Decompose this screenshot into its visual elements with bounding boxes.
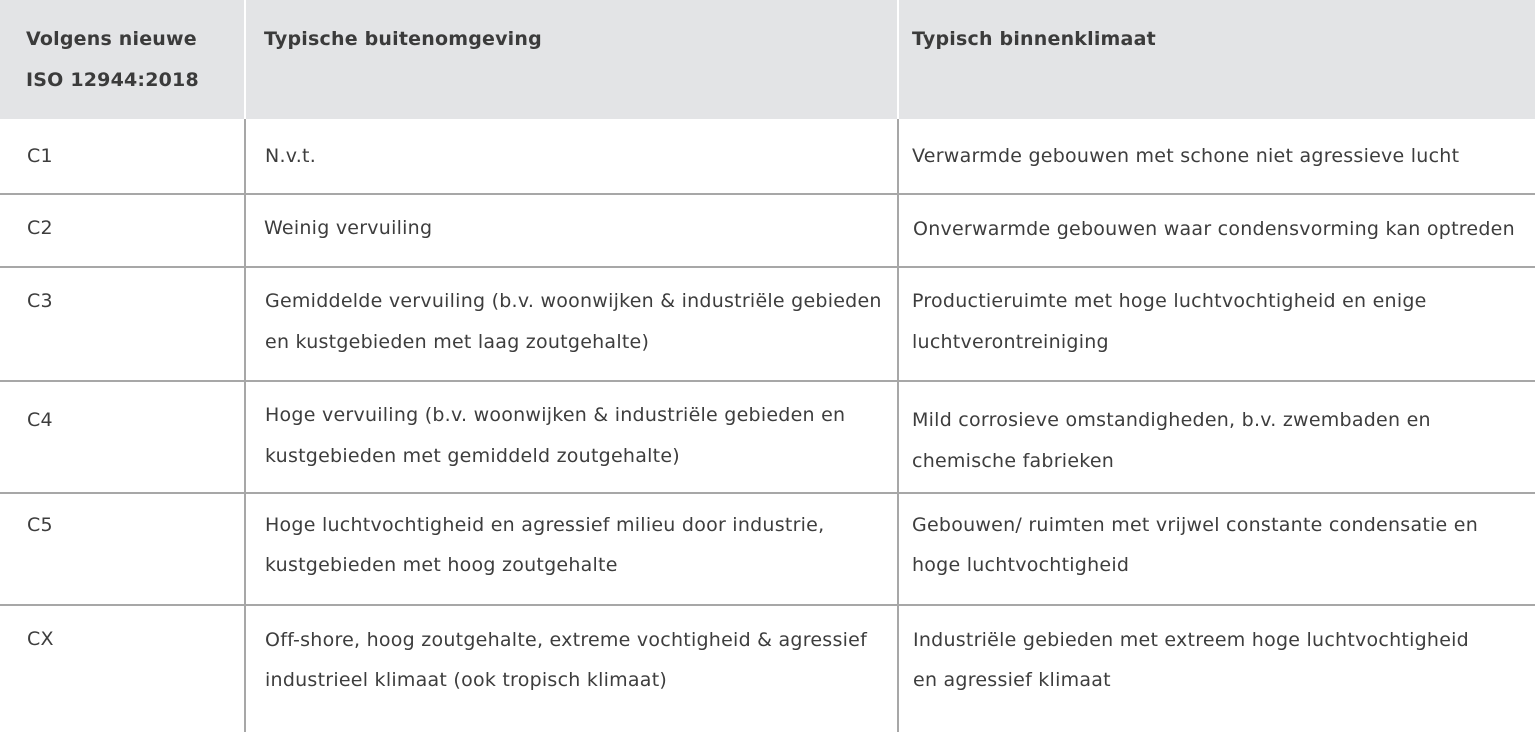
outdoor-cell-line: N.v.t. xyxy=(265,145,317,167)
outdoor-cell-line: en kustgebieden met laag zoutgehalte) xyxy=(265,331,650,353)
header-iso-line-1: Volgens nieuwe xyxy=(26,28,197,50)
outdoor-cell-line: Off-shore, hoog zoutgehalte, extreme vochtigheid & agressief xyxy=(265,629,868,651)
indoor-cell-line: Gebouwen/ ruimten met vrijwel constante condensatie en xyxy=(912,514,1479,536)
column-divider xyxy=(897,119,899,732)
indoor-cell-line: Mild corrosieve omstandigheden, b.v. zwembaden en xyxy=(912,409,1431,431)
category-cell: C4 xyxy=(27,409,53,431)
outdoor-cell-line: Hoge vervuiling (b.v. woonwijken & industriële gebieden en xyxy=(265,404,846,426)
row-divider xyxy=(0,604,1535,606)
category-cell: C1 xyxy=(27,145,53,167)
category-cell: C3 xyxy=(27,290,53,312)
category-cell: CX xyxy=(27,628,54,650)
column-divider xyxy=(244,119,246,732)
header-iso-line-2: ISO 12944:2018 xyxy=(26,69,199,91)
outdoor-cell-line: Hoge luchtvochtigheid en agressief milieu door industrie, xyxy=(265,514,825,536)
header-outdoor: Typische buitenomgeving xyxy=(264,28,542,50)
row-divider xyxy=(0,193,1535,195)
indoor-cell-line: hoge luchtvochtigheid xyxy=(912,554,1130,576)
indoor-cell-line: Productieruimte met hoge luchtvochtigheid en enige xyxy=(912,290,1427,312)
category-cell: C2 xyxy=(27,217,53,239)
table-header xyxy=(0,0,1535,119)
category-cell: C5 xyxy=(27,514,53,536)
indoor-cell-line: chemische fabrieken xyxy=(912,450,1115,472)
outdoor-cell-line: Weinig vervuiling xyxy=(264,217,433,239)
indoor-cell-line: Industriële gebieden met extreem hoge luchtvochtigheid xyxy=(913,629,1469,651)
header-divider xyxy=(244,0,246,119)
indoor-cell-line: en agressief klimaat xyxy=(913,669,1111,691)
header-divider xyxy=(897,0,899,119)
header-iso-category xyxy=(26,19,236,138)
row-divider xyxy=(0,380,1535,382)
outdoor-cell-line: kustgebieden met hoog zoutgehalte xyxy=(265,554,618,576)
header-indoor: Typisch binnenklimaat xyxy=(912,28,1156,50)
indoor-cell-line: Verwarmde gebouwen met schone niet agressieve lucht xyxy=(912,145,1460,167)
indoor-cell-line: luchtverontreiniging xyxy=(912,331,1109,353)
row-divider xyxy=(0,266,1535,268)
row-divider xyxy=(0,492,1535,494)
outdoor-cell-line: kustgebieden met gemiddeld zoutgehalte) xyxy=(265,445,680,467)
outdoor-cell-line: Gemiddelde vervuiling (b.v. woonwijken & industriële gebieden xyxy=(265,290,882,312)
outdoor-cell-line: industrieel klimaat (ook tropisch klimaat) xyxy=(265,669,668,691)
indoor-cell-line: Onverwarmde gebouwen waar condensvorming kan optreden xyxy=(913,218,1515,240)
